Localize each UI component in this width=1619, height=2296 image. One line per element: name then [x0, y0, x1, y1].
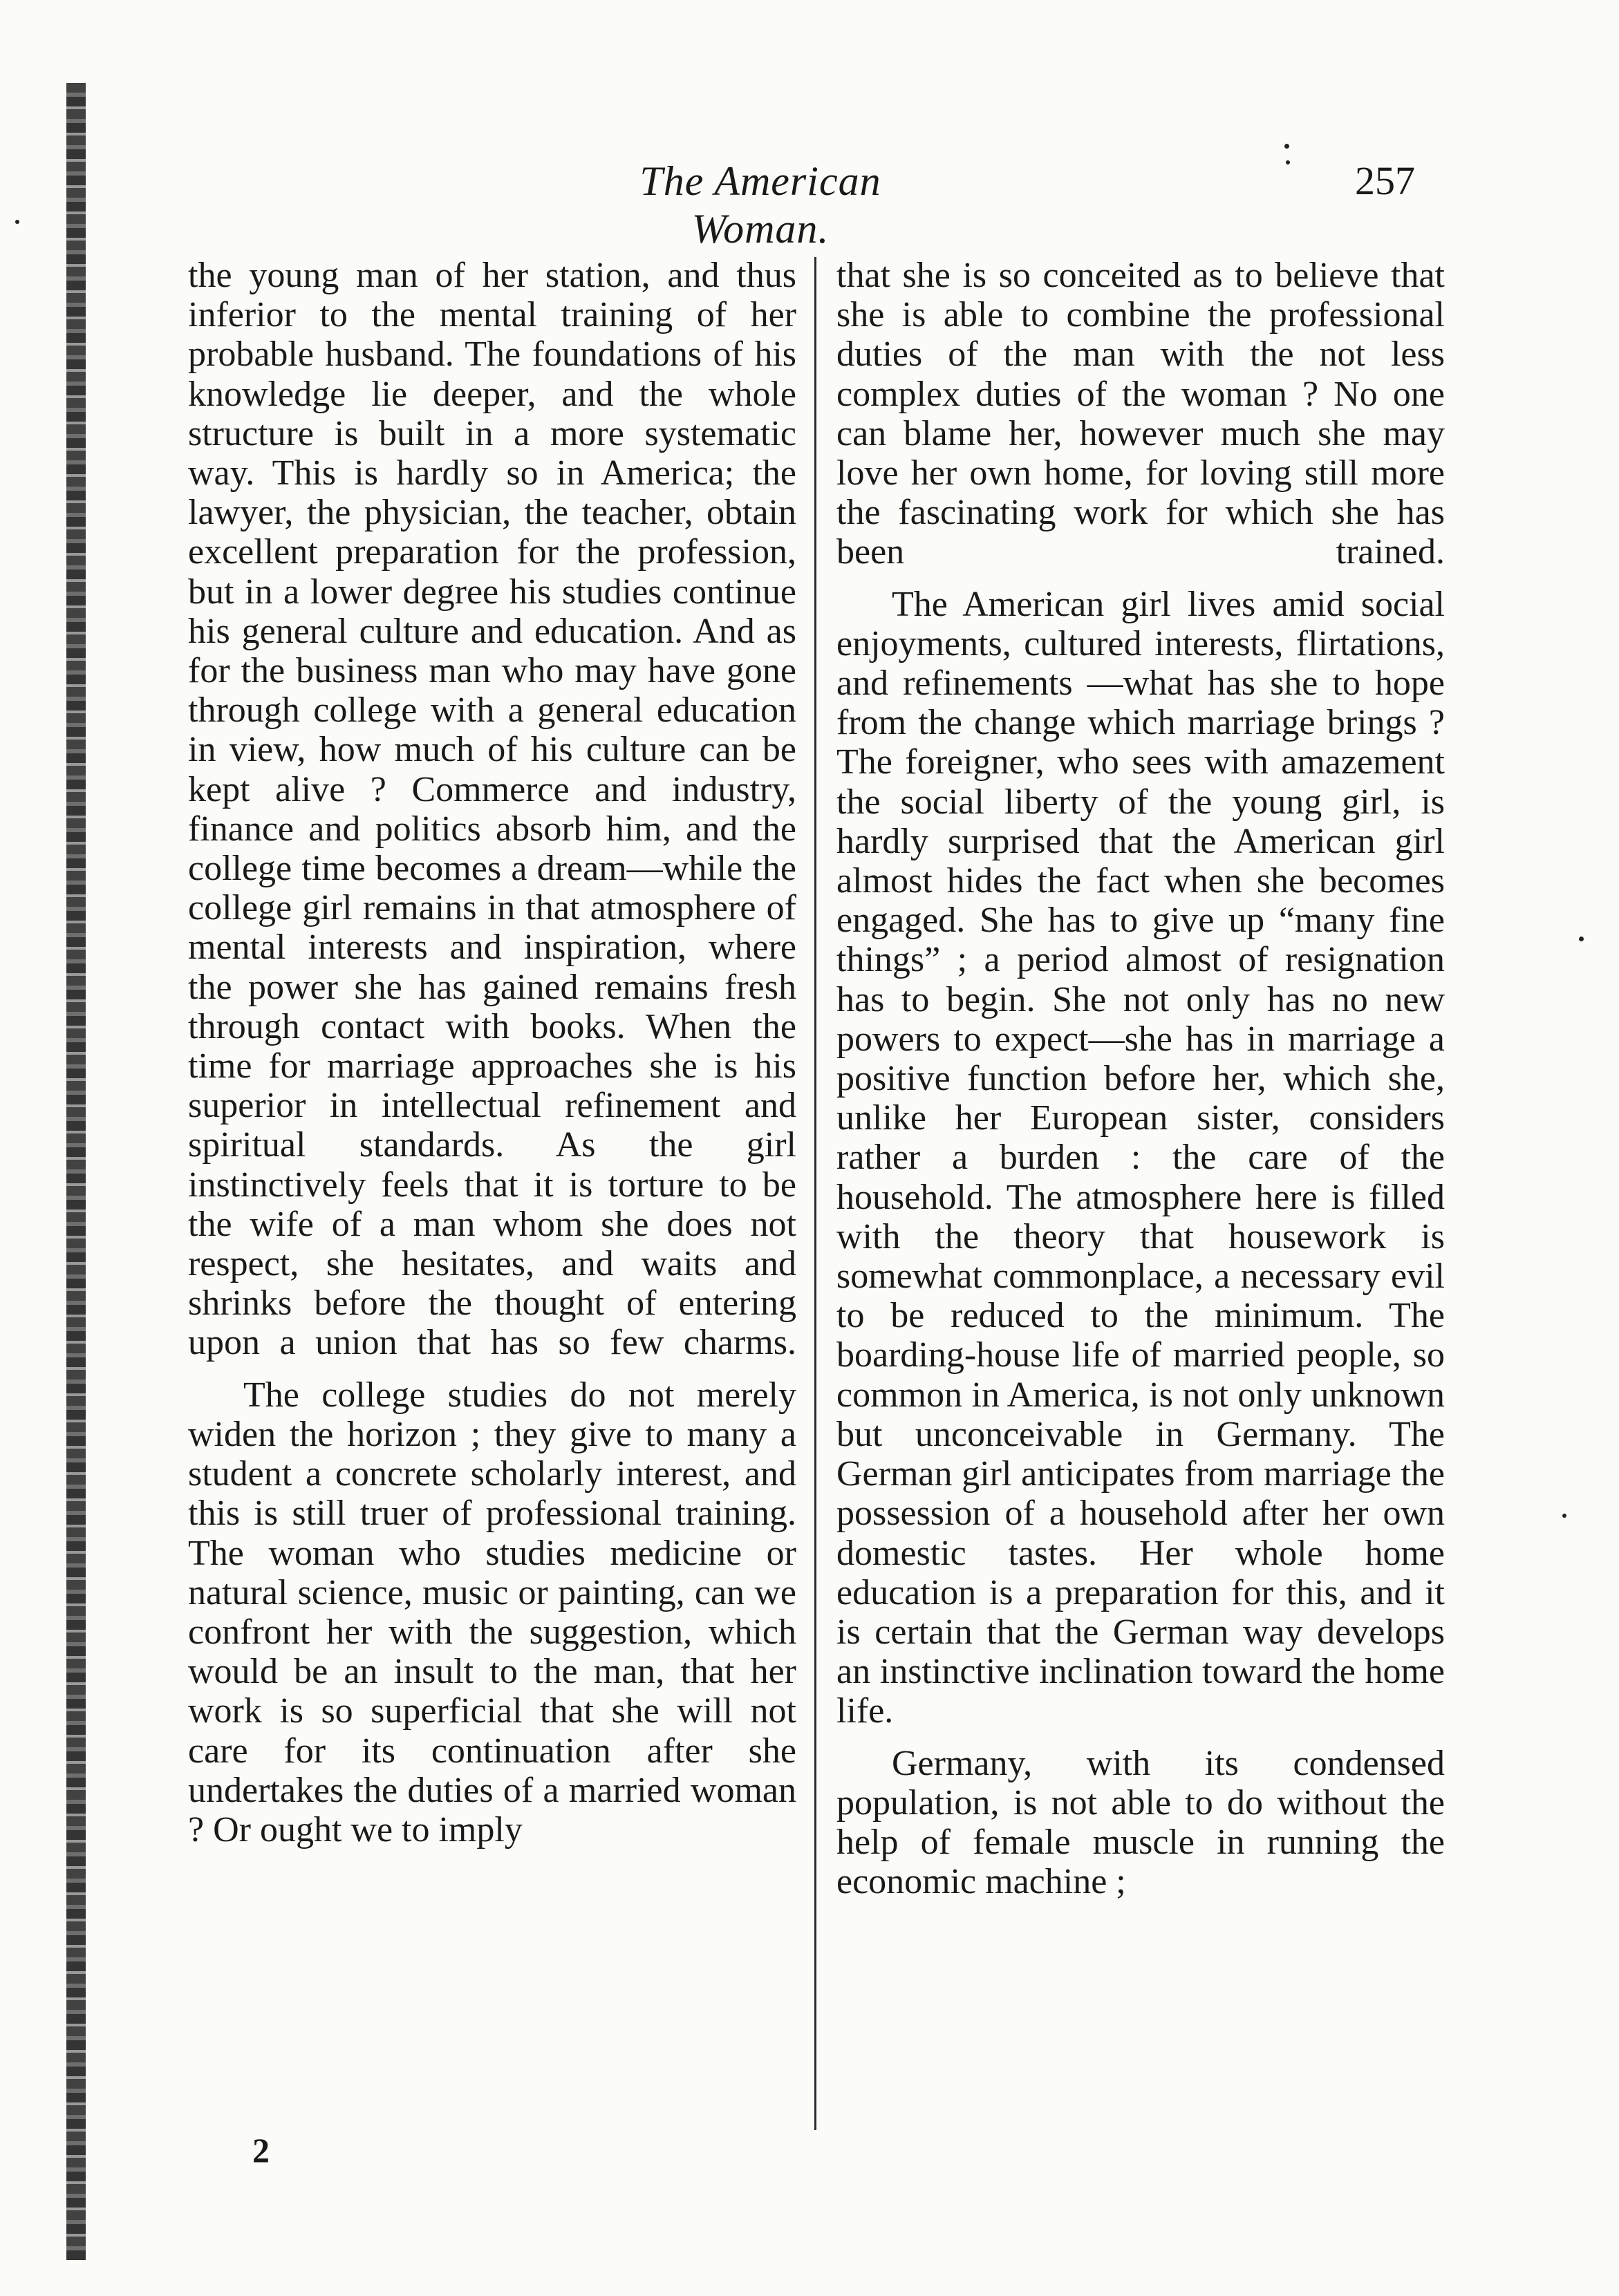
print-speck — [1562, 1514, 1566, 1518]
print-speck — [1286, 160, 1290, 164]
running-head: The American Woman. — [639, 158, 881, 252]
paragraph: The American girl lives amid social enjoyments, cultured interests, flirtations, and refinements —what has she to hope from the change which marriage brings ? The foreigner, who sees with amazement the social liberty of the young girl, is hardly surprised that the American girl almost hides the fact when she becomes engaged. She has to give up “many fine things” ; a period almost of resignation has to begin. She not only has no new powers to expect—she has in marriage a positive function before her, which she, unlike her European sister, considers rather a burden : the care of the household. The atmosphere here is filled with the theory that housework is somewhat commonplace, a necessary evil to be reduced to the minimum. The boarding-house life of married people, so common in America, is not only unknown but unconceivable in Germany. The German girl anticipates from marriage the possession of a household after her own domestic tastes. Her whole home education is a preparation for this, and it is certain that the German way develops an instinctive inclination toward the home life. — [836, 584, 1445, 1731]
print-speck — [1579, 937, 1584, 941]
print-speck — [15, 220, 19, 224]
column-divider — [814, 257, 816, 2130]
paragraph: The college studies do not merely widen the horizon ; they give to many a student a concrete scholarly interest, and this is still truer of professional training. The woman who studies medicine or natural science, music or painting, can we confront her with the suggestion, which would be an insult to the man, that her work is so superficial that she will not care for its continuation after she undertakes the duties of a married woman ? Or ought we to imply — [188, 1375, 796, 1850]
paragraph: Germany, with its condensed population, is not able to do without the help of female muscle in running the economic machine ; — [836, 1743, 1445, 1902]
left-column — [188, 256, 796, 1850]
paragraph: the young man of her station, and thus inferior to the mental training of her probable husband. The foundations of his knowledge lie deeper, and the whole structure is built in a more systematic way. This is hardly so in America; the lawyer, the physician, the teacher, obtain excellent preparation for the profession, but in a lower degree his studies continue his general culture and education. And as for the business man who may have gone through college with a general education in view, how much of his culture can be kept alive ? Commerce and industry, finance and politics absorb him, and the college time becomes a dream—while the college girl remains in that atmosphere of mental interests and inspiration, where the power she has gained remains fresh through contact with books. When the time for marriage approaches she is his superior in intellectual refinement and spiritual standards. As the girl instinctively feels that it is torture to be the wife of a man whom she does not respect, she hesitates, and waits and shrinks before the thought of entering upon a union that has so few charms. — [188, 256, 796, 1363]
binding-edge — [66, 83, 86, 2260]
page-number: 257 — [1355, 158, 1415, 203]
right-column — [836, 256, 1445, 1901]
signature-mark: 2 — [252, 2131, 270, 2170]
paragraph: that she is so conceited as to believe that she is able to combine the professional duties of the man with the not less complex duties of the woman ? No one can blame her, however much she may love her own home, for loving still more the fascinating work for which she has been trained. — [836, 256, 1445, 572]
print-speck — [1284, 144, 1289, 149]
